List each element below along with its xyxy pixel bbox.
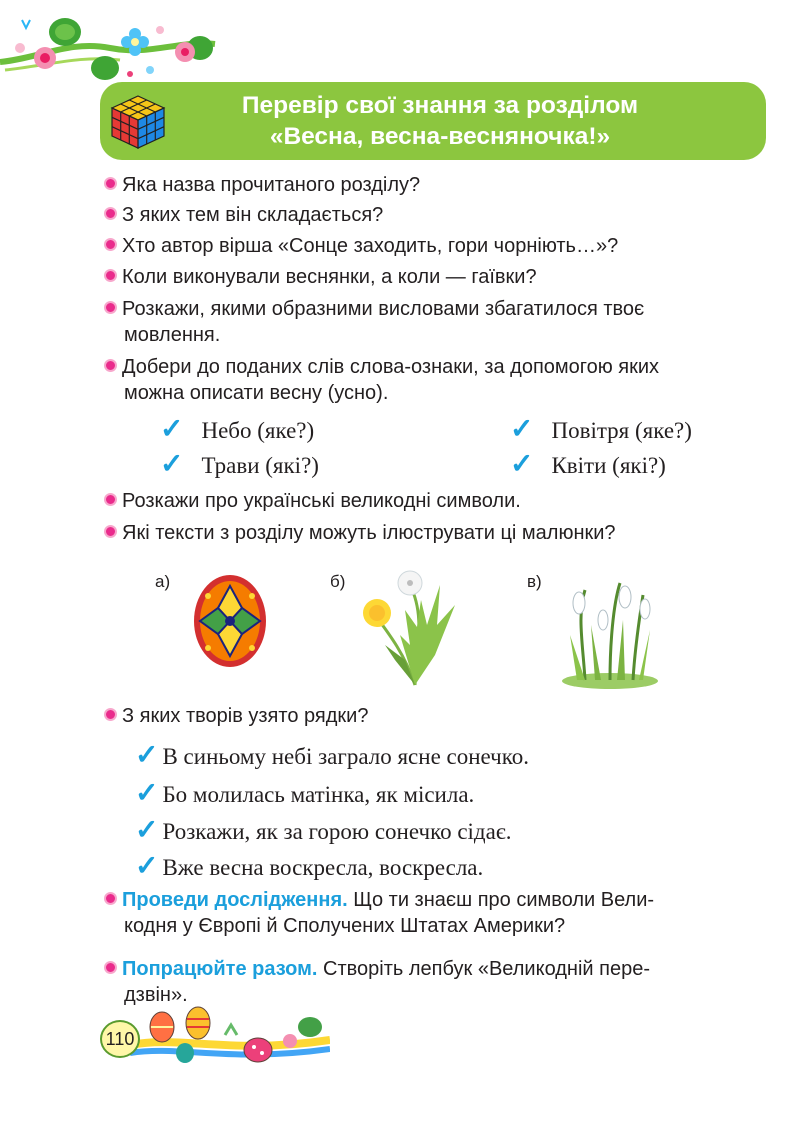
word-pair-1: ✓ Небо (яке?)	[160, 414, 315, 445]
floral-decoration-top	[0, 0, 230, 90]
image-label-b: б)	[330, 572, 346, 591]
bullet-icon	[104, 238, 117, 251]
checkmark-icon: ✓	[135, 740, 159, 771]
checkmark-icon: ✓	[135, 815, 159, 846]
bullet-icon	[104, 493, 117, 506]
checkmark-icon: ✓	[510, 414, 534, 445]
easter-eggs-decoration	[130, 1005, 330, 1070]
quote-line-3: ✓ Розкажи, як за горою сонечко сідає.	[135, 815, 512, 846]
question-1: Яка назва прочитаного розділу?	[104, 172, 744, 198]
title-line-1: Перевір свої знання за розділом	[241, 92, 639, 119]
checkmark-icon: ✓	[135, 851, 159, 882]
word-pair-3: ✓ Трави (які?)	[160, 449, 319, 480]
bullet-icon	[104, 708, 117, 721]
bullet-icon	[104, 177, 117, 190]
quote-line-4: ✓ Вже весна воскресла, воскресла.	[135, 851, 484, 882]
team-task: Попрацюйте разом. Створіть лепбук «Великодній пере- дзвін».	[104, 956, 744, 1008]
research-task: Проведи дослідження. Що ти знаєш про символи Вели- кодня у Європі й Сполучених Штатах Америки?	[104, 887, 744, 939]
question-7: Розкажи про українські великодні символи.	[104, 488, 744, 514]
checkmark-icon: ✓	[510, 449, 534, 480]
question-4: Коли виконували веснянки, а коли — гаївки?	[104, 264, 744, 290]
checkmark-icon: ✓	[160, 449, 184, 480]
question-2: З яких тем він складається?	[104, 202, 744, 228]
image-label-a: а)	[155, 572, 171, 591]
dandelion-icon	[355, 565, 475, 690]
question-3: Хто автор вірша «Сонце заходить, гори чорніють…»?	[104, 233, 744, 259]
snowdrop-icon	[555, 565, 665, 690]
image-label-c: в)	[527, 572, 542, 591]
question-6: Добери до поданих слів слова-ознаки, за допомогою яких можна описати весну (усно).	[104, 354, 744, 406]
word-pair-2: ✓ Повітря (яке?)	[510, 414, 692, 445]
question-9: З яких творів узято рядки?	[104, 703, 744, 729]
question-5: Розкажи, якими образними висловами збагатилося твоє мовлення.	[104, 296, 744, 348]
title-line-2: «Весна, весна-весняночка!»	[269, 123, 611, 150]
bullet-icon	[104, 207, 117, 220]
quote-line-2: ✓ Бо молилась матінка, як місила.	[135, 778, 475, 809]
bullet-icon	[104, 961, 117, 974]
easter-egg-icon	[190, 568, 270, 670]
bullet-icon	[104, 269, 117, 282]
quote-line-1: ✓ В синьому небі заграло ясне сонечко.	[135, 740, 529, 771]
checkmark-icon: ✓	[135, 778, 159, 809]
page-title	[150, 90, 730, 152]
bullet-icon	[104, 525, 117, 538]
checkmark-icon: ✓	[160, 414, 184, 445]
question-8: Які тексти з розділу можуть ілюструвати ці малюнки?	[104, 520, 744, 546]
word-pair-4: ✓ Квіти (які?)	[510, 449, 666, 480]
bullet-icon	[104, 359, 117, 372]
bullet-icon	[104, 892, 117, 905]
page-number: 110	[100, 1020, 140, 1058]
bullet-icon	[104, 301, 117, 314]
